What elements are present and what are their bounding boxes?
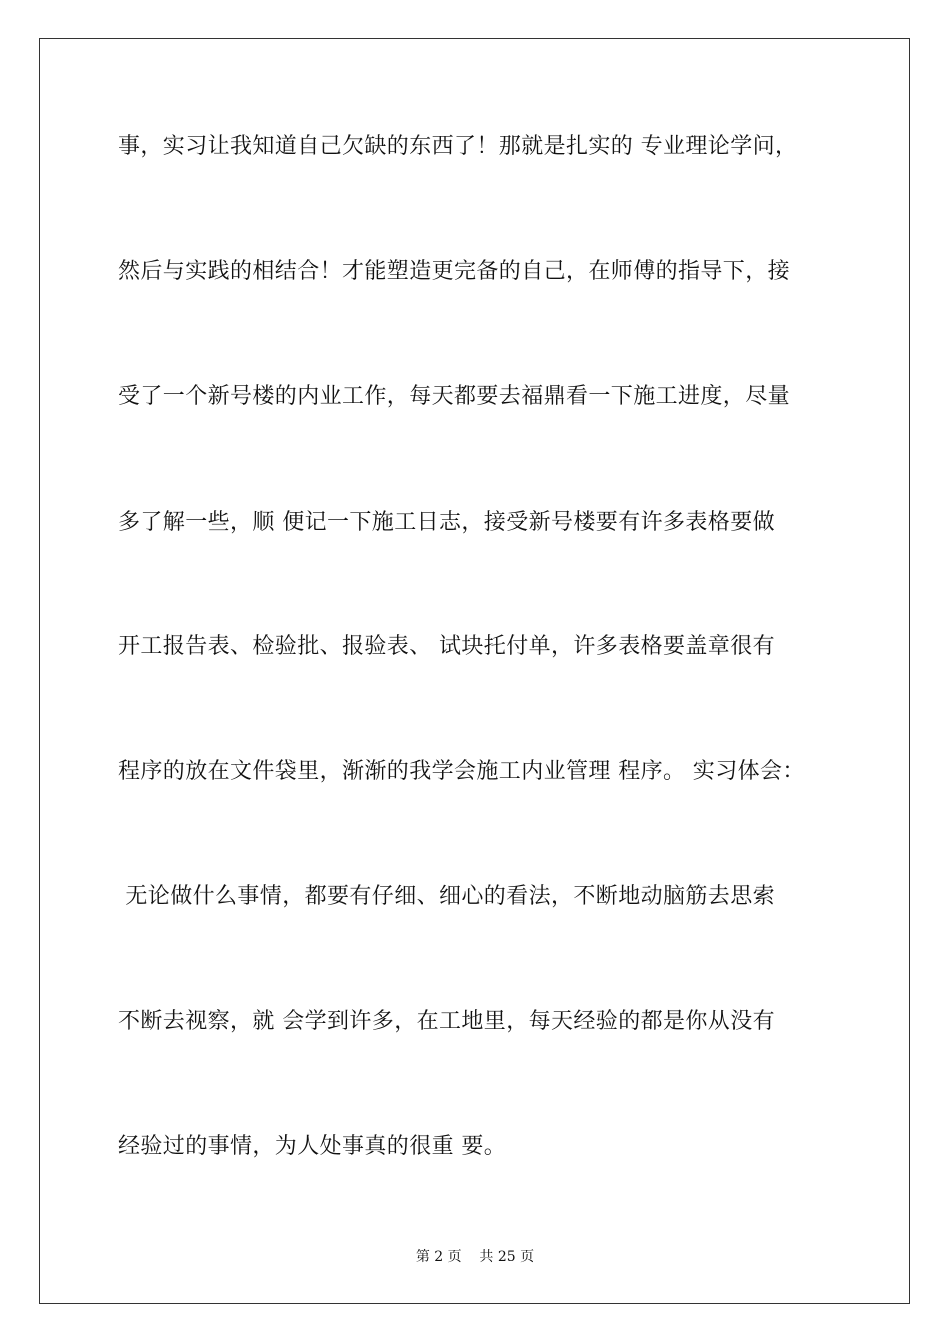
text-line: 多了解一些，顺 便记一下施工日志，接受新号楼要有许多表格要做: [118, 510, 775, 535]
text-line: 不断去视察，就 会学到许多，在工地里，每天经验的都是你从没有: [118, 1009, 775, 1034]
page-number: 第 2 页 共 25 页: [415, 1249, 535, 1265]
text-line: 开工报告表、检验批、报验表、 试块托付单，许多表格要盖章很有: [118, 634, 775, 659]
text-line: 事，实习让我知道自己欠缺的东西了！那就是扎实的 专业理论学问，: [118, 134, 798, 159]
text-line: 然后与实践的相结合！才能塑造更完备的自己，在师傅的指导下，接: [118, 259, 791, 284]
page-border: [39, 38, 910, 1304]
text-line: 无论做什么事情，都要有仔细、细心的看法，不断地动脑筋去思索: [118, 884, 775, 909]
text-line: 受了一个新号楼的内业工作，每天都要去福鼎看一下施工进度，尽量: [118, 384, 791, 409]
text-line: 经验过的事情，为人处事真的很重 要。: [118, 1134, 507, 1159]
text-line: 程序的放在文件袋里，渐渐的我学会施工内业管理 程序。 实习体会：: [118, 759, 805, 784]
